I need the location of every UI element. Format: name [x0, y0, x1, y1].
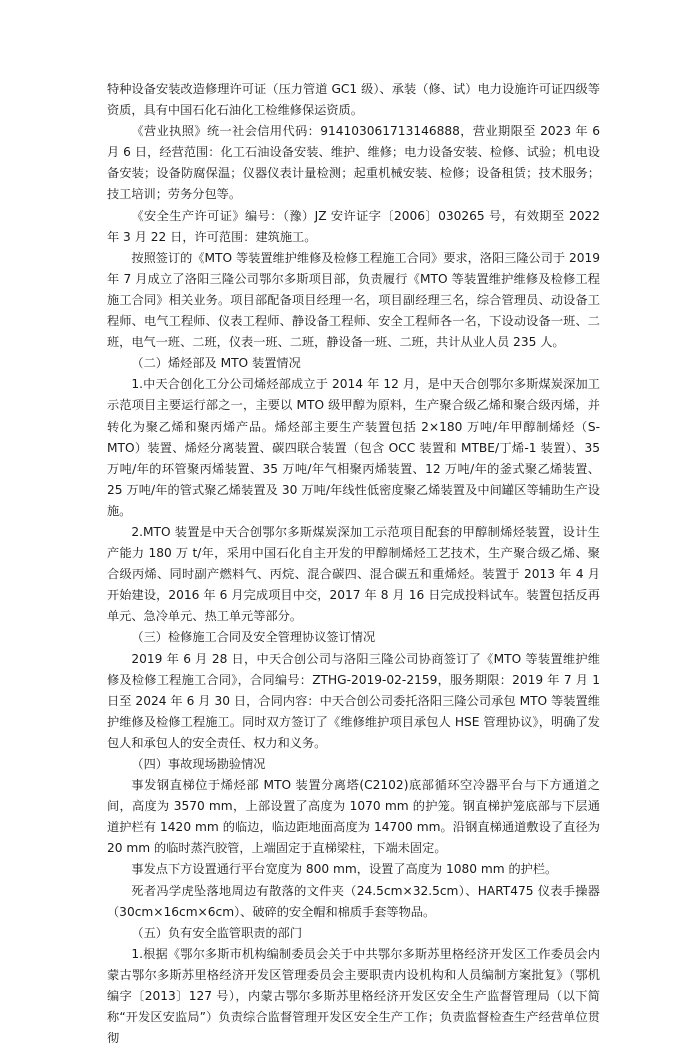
paragraph-contract: 2019 年 6 月 28 日，中天合创公司与洛阳三隆公司协商签订了《MTO 等装置维护维修及检修工程施工合同》，合同编号：ZTHG-2019-02-2159，服务期限：2019 年 7 月 1 日至 2024 年 6 月 30 日，合同内容：中天合创公司委托洛阳三隆公司承包 MTO 等装置维护维修及检修工程施工。同时双方签订了《维修维护项目承包人 HSE 管理协议》，明确了发包人和承包人的安全责任、权力和义务。: [107, 651, 600, 750]
section-heading-olefin: （二）烯烃部及 MTO 装置情况: [131, 356, 301, 371]
document-body: [107, 79, 600, 1049]
section-heading-supervision: （五）负有安全监管职责的部门: [131, 925, 303, 940]
paragraph-ladder: 事发钢直梯位于烯烃部 MTO 装置分离塔(C2102)底部循环空冷器平台与下方通道之间，高度为 3570 mm，上部设置了高度为 1070 mm 的护笼。钢直梯护笼底部与下层通道护栏有 1420 mm 的临边，临边距地面高度为 14700 mm。沿钢直梯通道敷设了直径为 20 mm 的临时蒸汽胶管，上端固定于直梯梁柱，下端未固定。: [107, 778, 600, 856]
paragraph-qualifications: 特种设备安装改造修理许可证（压力管道 GC1 级）、承装（修、试）电力设施许可证四级等资质，具有中国石化石油化工检维修保运资质。: [107, 82, 600, 118]
paragraph-platform: 事发点下方设置通行平台宽度为 800 mm，设置了高度为 1080 mm 的护栏。: [131, 862, 558, 877]
paragraph-safety-license: 《安全生产许可证》编号：（豫）JZ 安许证字〔2006〕030265 号，有效期至 2022 年 3 月 22 日，许可范围：建筑施工。: [107, 208, 600, 244]
paragraph-mto-unit: 2.MTO 装置是中天合创鄂尔多斯煤炭深加工示范项目配套的甲醇制烯烃装置，设计生产能力 180 万 t/年，采用中国石化自主开发的甲醇制烯烃工艺技术，生产聚合级乙烯、聚合级丙烯、同时副产燃料气、丙烷、混合碳四、混合碳五和重烯烃。装置于 2013 年 4 月开始建设，2016 年 6 月完成项目中交，2017 年 8 月 16 日完成投料试车。装置包括反再单元、急冷单元、热工单元等部分。: [107, 524, 600, 624]
paragraph-olefin-department: 1.中天合创化工分公司烯烃部成立于 2014 年 12 月，是中天合创鄂尔多斯煤炭深加工示范项目主要运行部之一，主要以 MTO 级甲醇为原料，生产聚合级乙烯和聚合级丙烯，并转化为聚乙烯和聚丙烯产品。烯烃部主要生产装置包括 2×180 万吨/年甲醇制烯烃（S-MTO）装置、烯烃分离装置、碳四联合装置（包含 OCC 装置和 MTBE/丁烯-1 装置）、35 万吨/年的环管聚丙烯装置、35 万吨/年气相聚丙烯装置、12 万吨/年的釜式聚乙烯装置、25 万吨/年的管式聚乙烯装置及 30 万吨/年线性低密度聚乙烯装置及中间罐区等辅助生产设施。: [107, 377, 600, 518]
paragraph-supervision: 1.根据《鄂尔多斯市机构编制委员会关于中共鄂尔多斯苏里格经济开发区工作委员会内蒙古鄂尔多斯苏里格经济开发区管理委员会主要职责内设机构和人员编制方案批复》（鄂机编字〔2013〕127 号），内蒙古鄂尔多斯苏里格经济开发区安全生产监督管理局（以下简称“开发区安监局”）负责综合监督管理开发区安全生产工作；负责监督检查生产经营单位贯彻: [107, 946, 600, 1046]
paragraph-business-license: 《营业执照》统一社会信用代码：91410306171314688​8，营业期限至 2023 年 6 月 6 日，经营范围：化工石油设备安装、维护、维修；电力设备安装、检修、试验；机电设备安装；设备防腐保温；仪器仪表计量检测；起重机械安装、检修；设备租赁；技术服务；技工培训；劳务分包等。: [107, 124, 600, 202]
section-heading-contract: （三）检修施工合同及安全管理协议签订情况: [131, 630, 376, 645]
paragraph-project-department: 按照签订的《MTO 等装置维护维修及检修工程施工合同》要求，洛阳三隆公司于 2019 年 7 月成立了洛阳三隆公司鄂尔多斯项目部，负责履行《MTO 等装置维护维修及检修工程施工合同》相关业务。项目部配备项目经理一名，项目副经理三名，综合管理员、动设备工程师、电气工程师、仪表工程师、静设备工程师、安全工程师各一名，下设动设备一班、二班，电气一班、二班，仪表一班、二班，静设备一班、二班，共计从业人员 235 人。: [107, 250, 600, 350]
paragraph-scattered-items: 死者冯学虎坠落地周边有散落的文件夹（24.5cm×32.5cm）、HART475 仪表手操器（30cm×16cm×6cm）、破碎的安全帽和棉质手套等物品。: [107, 883, 600, 919]
section-heading-site-survey: （四）事故现场勘验情况: [131, 757, 266, 771]
